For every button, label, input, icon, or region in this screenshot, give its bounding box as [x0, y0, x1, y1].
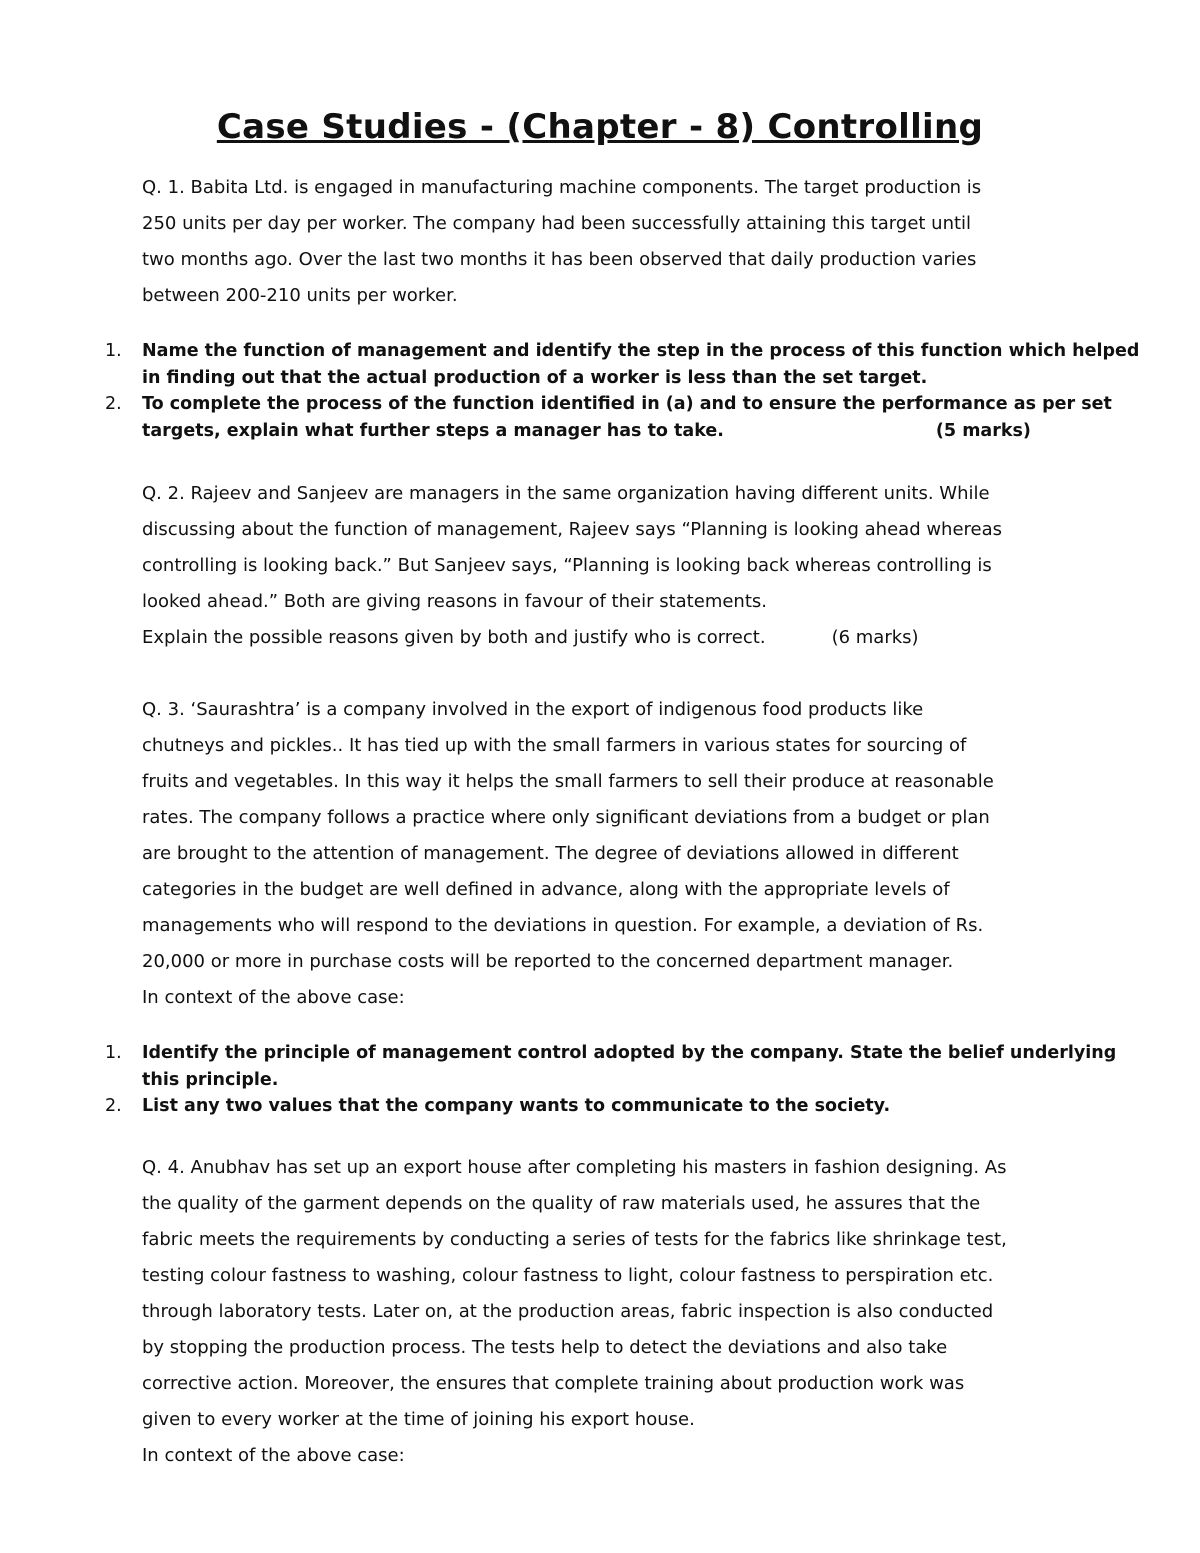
q3-line: are brought to the attention of management. The degree of deviations allowed in different [142, 843, 959, 864]
q2-line: looked ahead.” Both are giving reasons in favour of their statements. [142, 591, 767, 612]
q4-line: through laboratory tests. Later on, at the production areas, fabric inspection is also conducted [142, 1301, 994, 1322]
list-number: 1. [105, 341, 122, 361]
q3-line: categories in the budget are well defined in advance, along with the appropriate levels of [142, 879, 950, 900]
list-item [0, 1040, 1200, 1093]
q4-line: the quality of the garment depends on the quality of raw materials used, he assures that the [142, 1193, 981, 1214]
q1-line: between 200-210 units per worker. [142, 285, 458, 306]
list-number: 2. [105, 1096, 122, 1116]
q3-subquestions [0, 1040, 1200, 1120]
list-line: this principle. [142, 1069, 279, 1090]
list-item [0, 1093, 1200, 1120]
q1-line: two months ago. Over the last two months it has been observed that daily production varies [142, 249, 977, 270]
q1-line: Q. 1. Babita Ltd. is engaged in manufacturing machine components. The target production is [142, 177, 982, 198]
marks-label: (5 marks) [935, 420, 1031, 441]
list-line: Name the function of management and identify the step in the process of this function which helped [142, 341, 1140, 361]
q3-line: managements who will respond to the deviations in question. For example, a deviation of Rs. [142, 915, 984, 936]
list-number: 1. [105, 1043, 122, 1063]
q2-line: Q. 2. Rajeev and Sanjeev are managers in the same organization having different units. While [142, 483, 990, 504]
q4-line: Q. 4. Anubhav has set up an export house after completing his masters in fashion designing. As [142, 1157, 1007, 1178]
q3-line: 20,000 or more in purchase costs will be reported to the concerned department manager. [142, 951, 954, 972]
q4-line: In context of the above case: [142, 1445, 405, 1466]
q3-paragraph [142, 692, 1072, 1016]
q3-line: rates. The company follows a practice where only significant deviations from a budget or plan [142, 807, 990, 828]
q3-line: chutneys and pickles.. It has tied up with the small farmers in various states for sourcing of [142, 735, 967, 756]
q2-line: discussing about the function of management, Rajeev says “Planning is looking ahead whereas [142, 519, 1003, 540]
q3-line: In context of the above case: [142, 987, 405, 1008]
q2-paragraph [142, 476, 1072, 656]
list-line: Identify the principle of management control adopted by the company. State the belief underlying [142, 1043, 1117, 1063]
list-line: List any two values that the company wants to communicate to the society. [142, 1096, 891, 1116]
list-item [0, 338, 1200, 391]
q4-line: given to every worker at the time of joining his export house. [142, 1409, 695, 1430]
q3-line: Q. 3. ‘Saurashtra’ is a company involved in the export of indigenous food products like [142, 699, 924, 720]
list-line: To complete the process of the function identified in (a) and to ensure the performance as per set [142, 394, 1112, 414]
q4-line: by stopping the production process. The tests help to detect the deviations and also take [142, 1337, 948, 1358]
q4-line: testing colour fastness to washing, colour fastness to light, colour fastness to perspiration etc. [142, 1265, 994, 1286]
q2-line: controlling is looking back.” But Sanjeev says, “Planning is looking back whereas controlling is [142, 555, 992, 576]
page-title: Case Studies - (Chapter - 8) Controlling [216, 106, 984, 147]
q1-subquestions [0, 338, 1200, 444]
q1-line: 250 units per day per worker. The company had been successfully attaining this target until [142, 213, 972, 234]
q2-line: Explain the possible reasons given by both and justify who is correct. [142, 627, 766, 648]
list-line: targets, explain what further steps a manager has to take. [142, 420, 724, 441]
q4-line: corrective action. Moreover, the ensures that complete training about production work was [142, 1373, 965, 1394]
list-item [0, 391, 1200, 444]
q4-paragraph [142, 1150, 1072, 1474]
q4-line: fabric meets the requirements by conducting a series of tests for the fabrics like shrinkage test, [142, 1229, 1007, 1250]
list-number: 2. [105, 394, 122, 414]
list-line: in finding out that the actual production of a worker is less than the set target. [142, 367, 928, 388]
q3-line: fruits and vegetables. In this way it helps the small farmers to sell their produce at reasonable [142, 771, 994, 792]
q1-paragraph [142, 170, 1072, 314]
marks-label: (6 marks) [831, 627, 919, 648]
